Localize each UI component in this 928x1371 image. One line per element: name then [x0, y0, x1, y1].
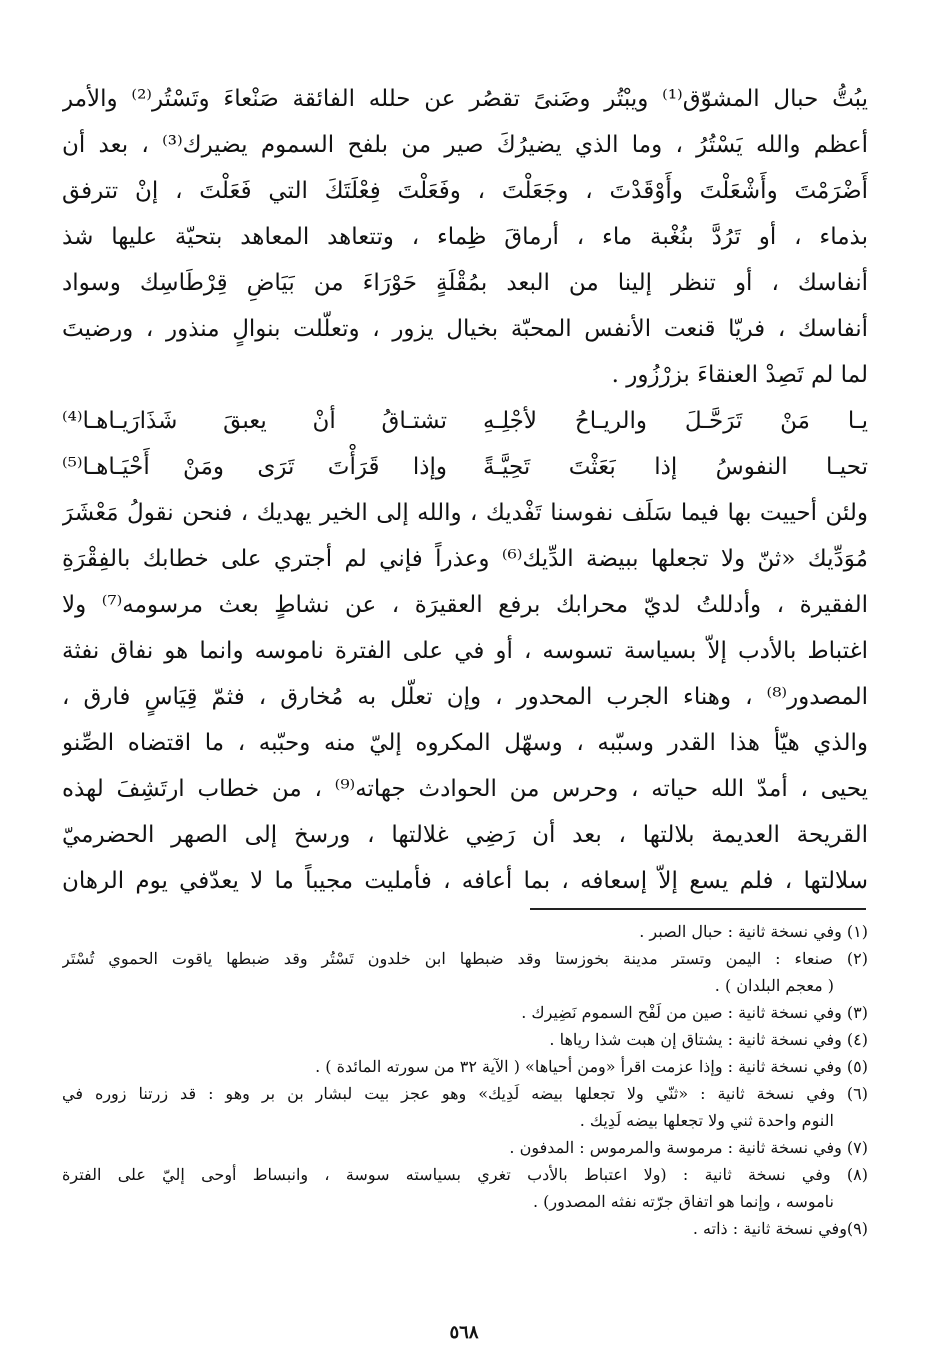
text-line: أنفاسك ، أو تنظر إلينا من البعد بمُقْلَةٍ حَوْرَاءَ من بَيَاضِ قِرْطَاسِك وسواد: [62, 270, 868, 296]
page-number: ٥٦٨: [449, 1322, 479, 1343]
verse-first-hemistich: تحيـا النفوسُ إذا بَعَثْتَ تَحِيَّـةً: [483, 454, 868, 480]
text-line: القريحة العديمة بلالتها ، بعد أن رَضِي غلالتها ، ورسخ إلى الصهر الحضرميّ: [62, 822, 868, 848]
verse-second-hemistich: تشتـاقُ أنْ يعبقَ شَذَارَيـاهـا⁽⁴⁾: [62, 408, 447, 434]
text-line: أنفاسك ، فريّا قنعت الأنفس المحبّة بخيال يزور ، وتعلّلت بنوالٍ منذور ، ورضيتَ: [62, 316, 868, 342]
text-line: أَضْرَمْتَ وأَشْعَلْتَ وأَوْقَدْتَ ، وجَعَلْتَ ، وفَعَلْتَ فِعْلَتَكَ التي فَعَلْتَ ، إنْ تترفق: [62, 178, 868, 204]
footnote-line: (٨) وفي نسخة ثانية : (ولا اعتباط بالأدب تغري بسياسته سوسة ، وانبساط أوحى إليّ على الفترة: [62, 1165, 868, 1184]
text-line: والذي هيّأ هذا القدر وسبّبه ، وسهّل المكروه إليّ منه وحبّبه ، ما اقتضاه الصِّنو: [62, 730, 868, 756]
verse-line: [62, 398, 868, 444]
footnote-line: (٦) وفي نسخة ثانية : «ثنّي ولا تجعلها بيضه لَدِيك» وهو عجز بيت لبشار بن بر وهو : قد زرتنا زوره في: [62, 1084, 868, 1103]
footnote-line: (٤) وفي نسخة ثانية : يشتاق إن هبت شذا رياها .: [549, 1030, 868, 1049]
text-line: ولئن أحييت بها فيما سَلَف نفوسنا تَفْديك ، والله إلى الخير يهديك ، فنحن نقولُ مَعْشَرَ: [62, 500, 868, 526]
footnote-line: (٥) وفي نسخة ثانية : وإذا عزمت اقرأ «ومن أحياها» ( الآية ٣٢ من سورته المائدة ) .: [315, 1057, 868, 1076]
verse-first-hemistich: يـا مَنْ تَرَحَّـلَ والريـاحُ لأجْلِـهِ: [483, 408, 868, 434]
text-line: المصدور⁽⁸⁾ ، وهناء الجرب المحدور ، وإن تعلّل به مُخارق ، فثمّ قِيَاسٍ فارق ،: [62, 684, 868, 710]
text-line: يبُتُّ حبال المشوّق⁽¹⁾ ويبْتُر وضَنىً تقصُر عن حلله الفائقة صَنْعاءَ وتَسْتُر⁽²⁾ والأمر: [62, 86, 868, 112]
text-line: الفقيرة ، وأدللتُ لديّ محرابك برفع العقيرَة ، عن نشاطٍ بعث مرسومه⁽⁷⁾ ولا: [62, 592, 868, 618]
text-line: أعظم والله يَسْتُرُ ، وما الذي يضيرُكَ صير من بلفح السموم يضيرك⁽³⁾ ، بعد أن: [62, 132, 868, 158]
footnote-line: (٢) صنعاء : اليمن وتستر مدينة بخوزستا وقد ضبطها ابن خلدون تَسْتُر وقد ضبطها ياقوت الحموي تُسْتَر: [62, 949, 868, 968]
text-line: لما لم تَصِدْ العنقاءَ بزرْزُور .: [611, 362, 868, 388]
footnote-line: ناموسه ، وإنما هو اتفاق جرّته نفثه المصدور) .: [532, 1192, 834, 1211]
text-line: يحيى ، أمدّ الله حياته ، وحرس من الحوادث جهاته⁽⁹⁾ ، من خطاب ارتَشِفَ لهذه: [62, 776, 868, 802]
footnote-line: (٩)وفي نسخة ثانية : ذاته .: [692, 1219, 868, 1238]
verse-second-hemistich: وإذا قَرَأْتَ تَرَى ومَنْ أَحْيَـاهـا⁽⁵⁾: [62, 454, 447, 480]
main-text: [62, 76, 868, 904]
footnote-line: (١) وفي نسخة ثانية : حبال الصبر .: [639, 922, 868, 941]
text-line: اغتباط بالأدب إلاّ بسياسة تسوسه ، أو في على الفترة ناموسه وانما هو نفاق نفثة: [62, 638, 868, 664]
text-line: بذماء ، أو تَرُدَّ بنُغْبة ماء ، أرماقَ ظِماء ، وتتعاهد المعاهد بتحيّة عليها شذ: [62, 224, 868, 250]
footnotes: [62, 918, 868, 1242]
verse-line: [62, 444, 868, 490]
text-line: مُوَدِّيك «ثنّ ولا تجعلها ببيضة الدِّيك⁽⁶⁾ وعذراً فإني لم أجتري على خطابك بالفِقْرَةِ: [62, 546, 868, 572]
footnote-line: ( معجم البلدان ) .: [714, 976, 834, 995]
footnote-line: (٧) وفي نسخة ثانية : مرموسة والمرموس : المدفون .: [509, 1138, 868, 1157]
footnote-line: (٣) وفي نسخة ثانية : صين من لَفْح السموم نَضِيرك .: [521, 1003, 868, 1022]
footnote-line: النوم واحدة ثني ولا تجعلها بيضه لَدِيك .: [579, 1111, 834, 1130]
text-line: سلالتها ، فلم يسع إلاّ إسعافه ، بما أعافه ، فأمليت مجيباً ما لا يعدّفي يوم الرهان: [62, 868, 868, 894]
footnote-divider: [530, 908, 866, 910]
